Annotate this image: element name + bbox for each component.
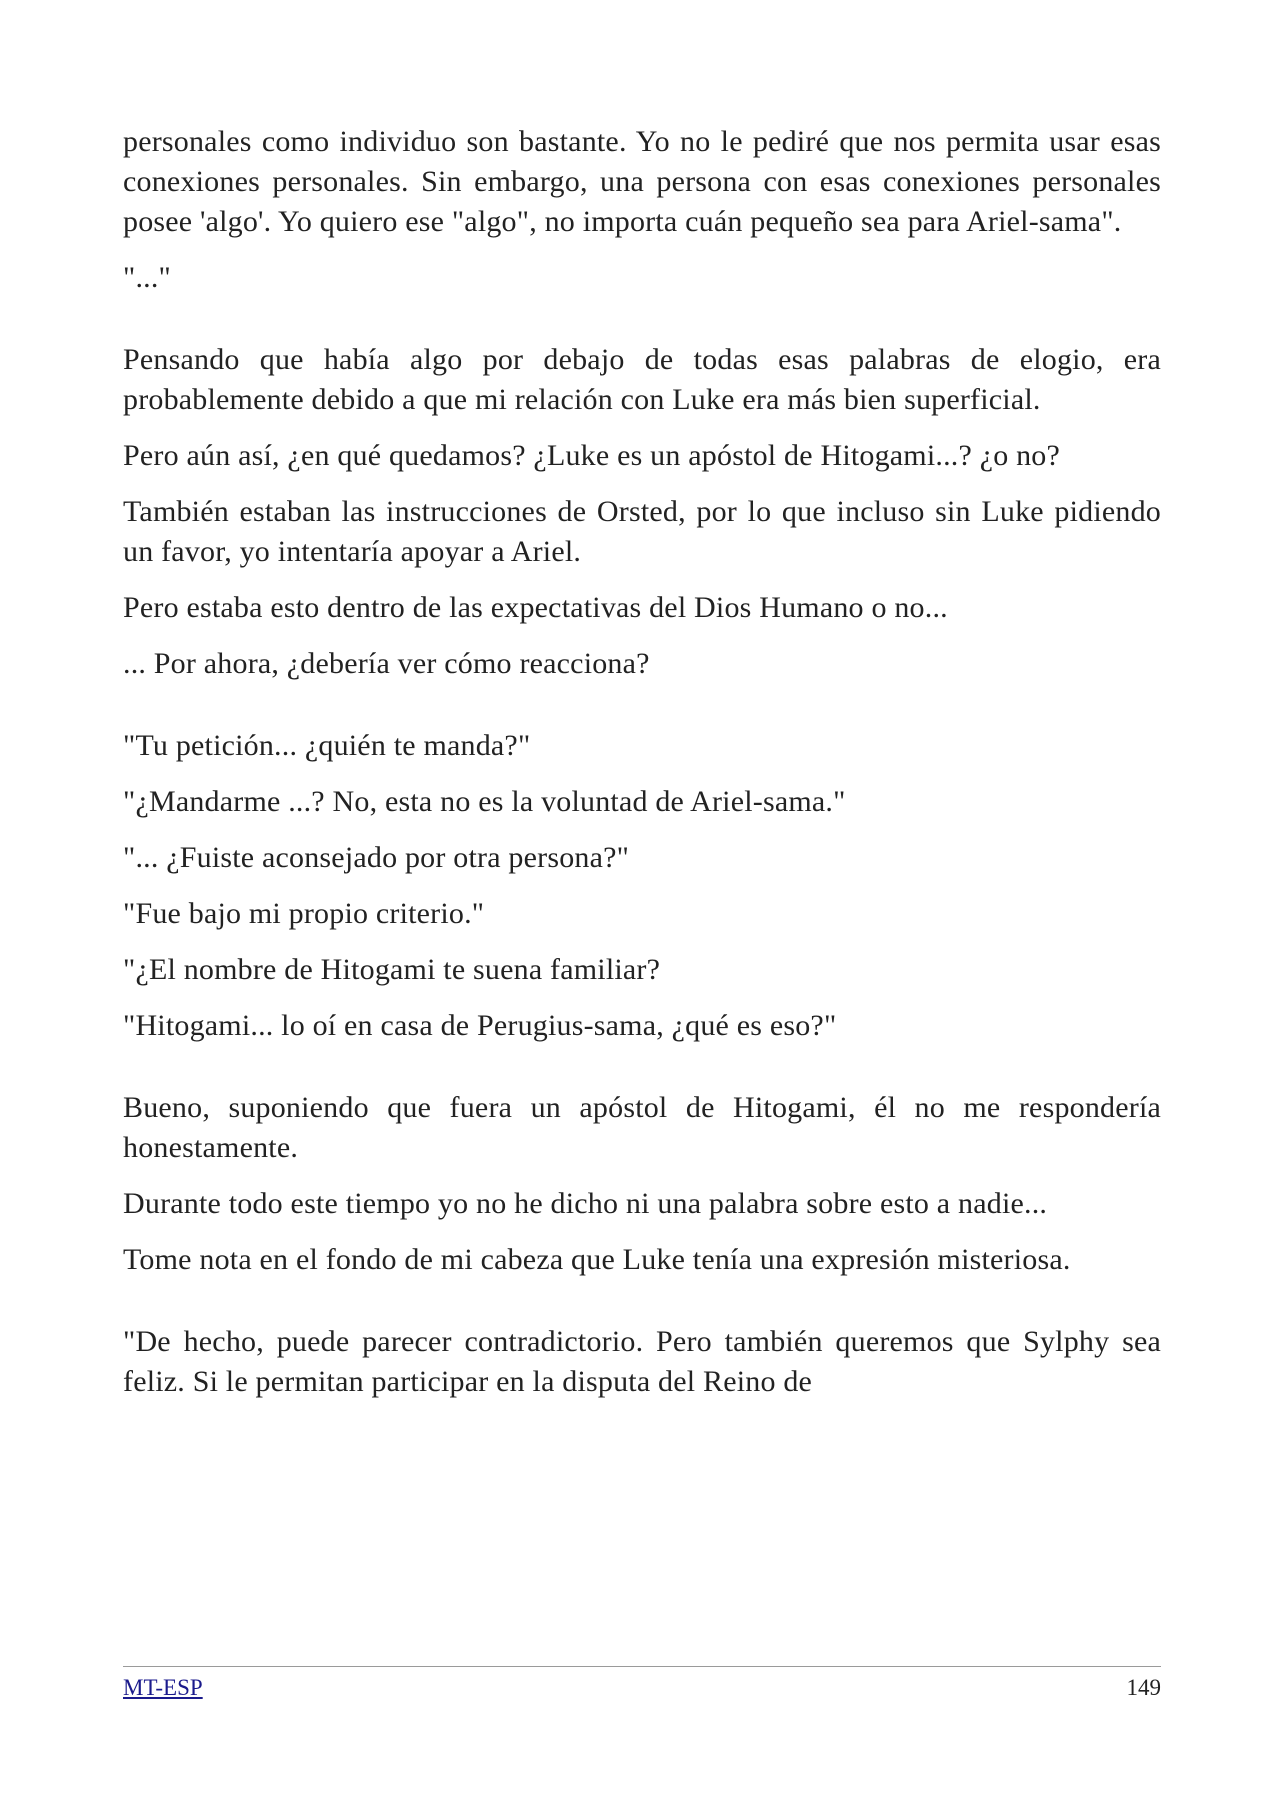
dialogue-line: "Fue bajo mi propio criterio." bbox=[123, 897, 485, 930]
dialogue-line: "Hitogami... lo oí en casa de Perugius-sama, ¿qué es eso?" bbox=[123, 1009, 837, 1042]
paragraph: Bueno, suponiendo que fuera un apóstol de Hitogami, él no me respondería honestamente. bbox=[123, 1091, 1161, 1164]
dialogue-line: "¿El nombre de Hitogami te suena familiar? bbox=[123, 953, 661, 986]
dialogue-line: "¿Mandarme ...? No, esta no es la voluntad de Ariel-sama." bbox=[123, 785, 846, 818]
paragraph: Pero aún así, ¿en qué quedamos? ¿Luke es un apóstol de Hitogami...? ¿o no? bbox=[123, 439, 1061, 472]
page-number: 149 bbox=[1126, 1675, 1161, 1700]
paragraph: Pero estaba esto dentro de las expectativas del Dios Humano o no... bbox=[123, 591, 948, 624]
dialogue-line: "Tu petición... ¿quién te manda?" bbox=[123, 729, 531, 762]
paragraph: personales como individuo son bastante. Yo no le pediré que nos permita usar esas conexiones personales. Sin embargo, una persona con esas conexiones personales posee 'algo'. Yo quiero ese "algo", no importa cuán pequeño sea para Ariel-sama". bbox=[123, 125, 1161, 238]
paragraph: También estaban las instrucciones de Orsted, por lo que incluso sin Luke pidiendo un favor, yo intentaría apoyar a Ariel. bbox=[123, 495, 1161, 568]
paragraph-gap bbox=[123, 1296, 1161, 1322]
paragraph: Tome nota en el fondo de mi cabeza que Luke tenía una expresión misteriosa. bbox=[123, 1243, 1071, 1276]
paragraph: ... Por ahora, ¿debería ver cómo reacciona? bbox=[123, 647, 650, 680]
footer-source-link[interactable]: MT-ESP bbox=[123, 1675, 203, 1700]
dialogue-line: "... ¿Fuiste aconsejado por otra persona?" bbox=[123, 841, 630, 874]
paragraph: "..." bbox=[123, 261, 171, 294]
paragraph: Pensando que había algo por debajo de todas esas palabras de elogio, era probablemente debido a que mi relación con Luke era más bien superficial. bbox=[123, 343, 1161, 416]
paragraph-gap bbox=[123, 1062, 1161, 1088]
dialogue-line: "De hecho, puede parecer contradictorio. Pero también queremos que Sylphy sea feliz. Si le permitan participar en la disputa del Reino de bbox=[123, 1325, 1161, 1398]
page-footer bbox=[123, 1666, 1161, 1700]
paragraph-gap bbox=[123, 314, 1161, 340]
text-body bbox=[123, 122, 1161, 1418]
paragraph-gap bbox=[123, 700, 1161, 726]
paragraph: Durante todo este tiempo yo no he dicho ni una palabra sobre esto a nadie... bbox=[123, 1187, 1048, 1220]
